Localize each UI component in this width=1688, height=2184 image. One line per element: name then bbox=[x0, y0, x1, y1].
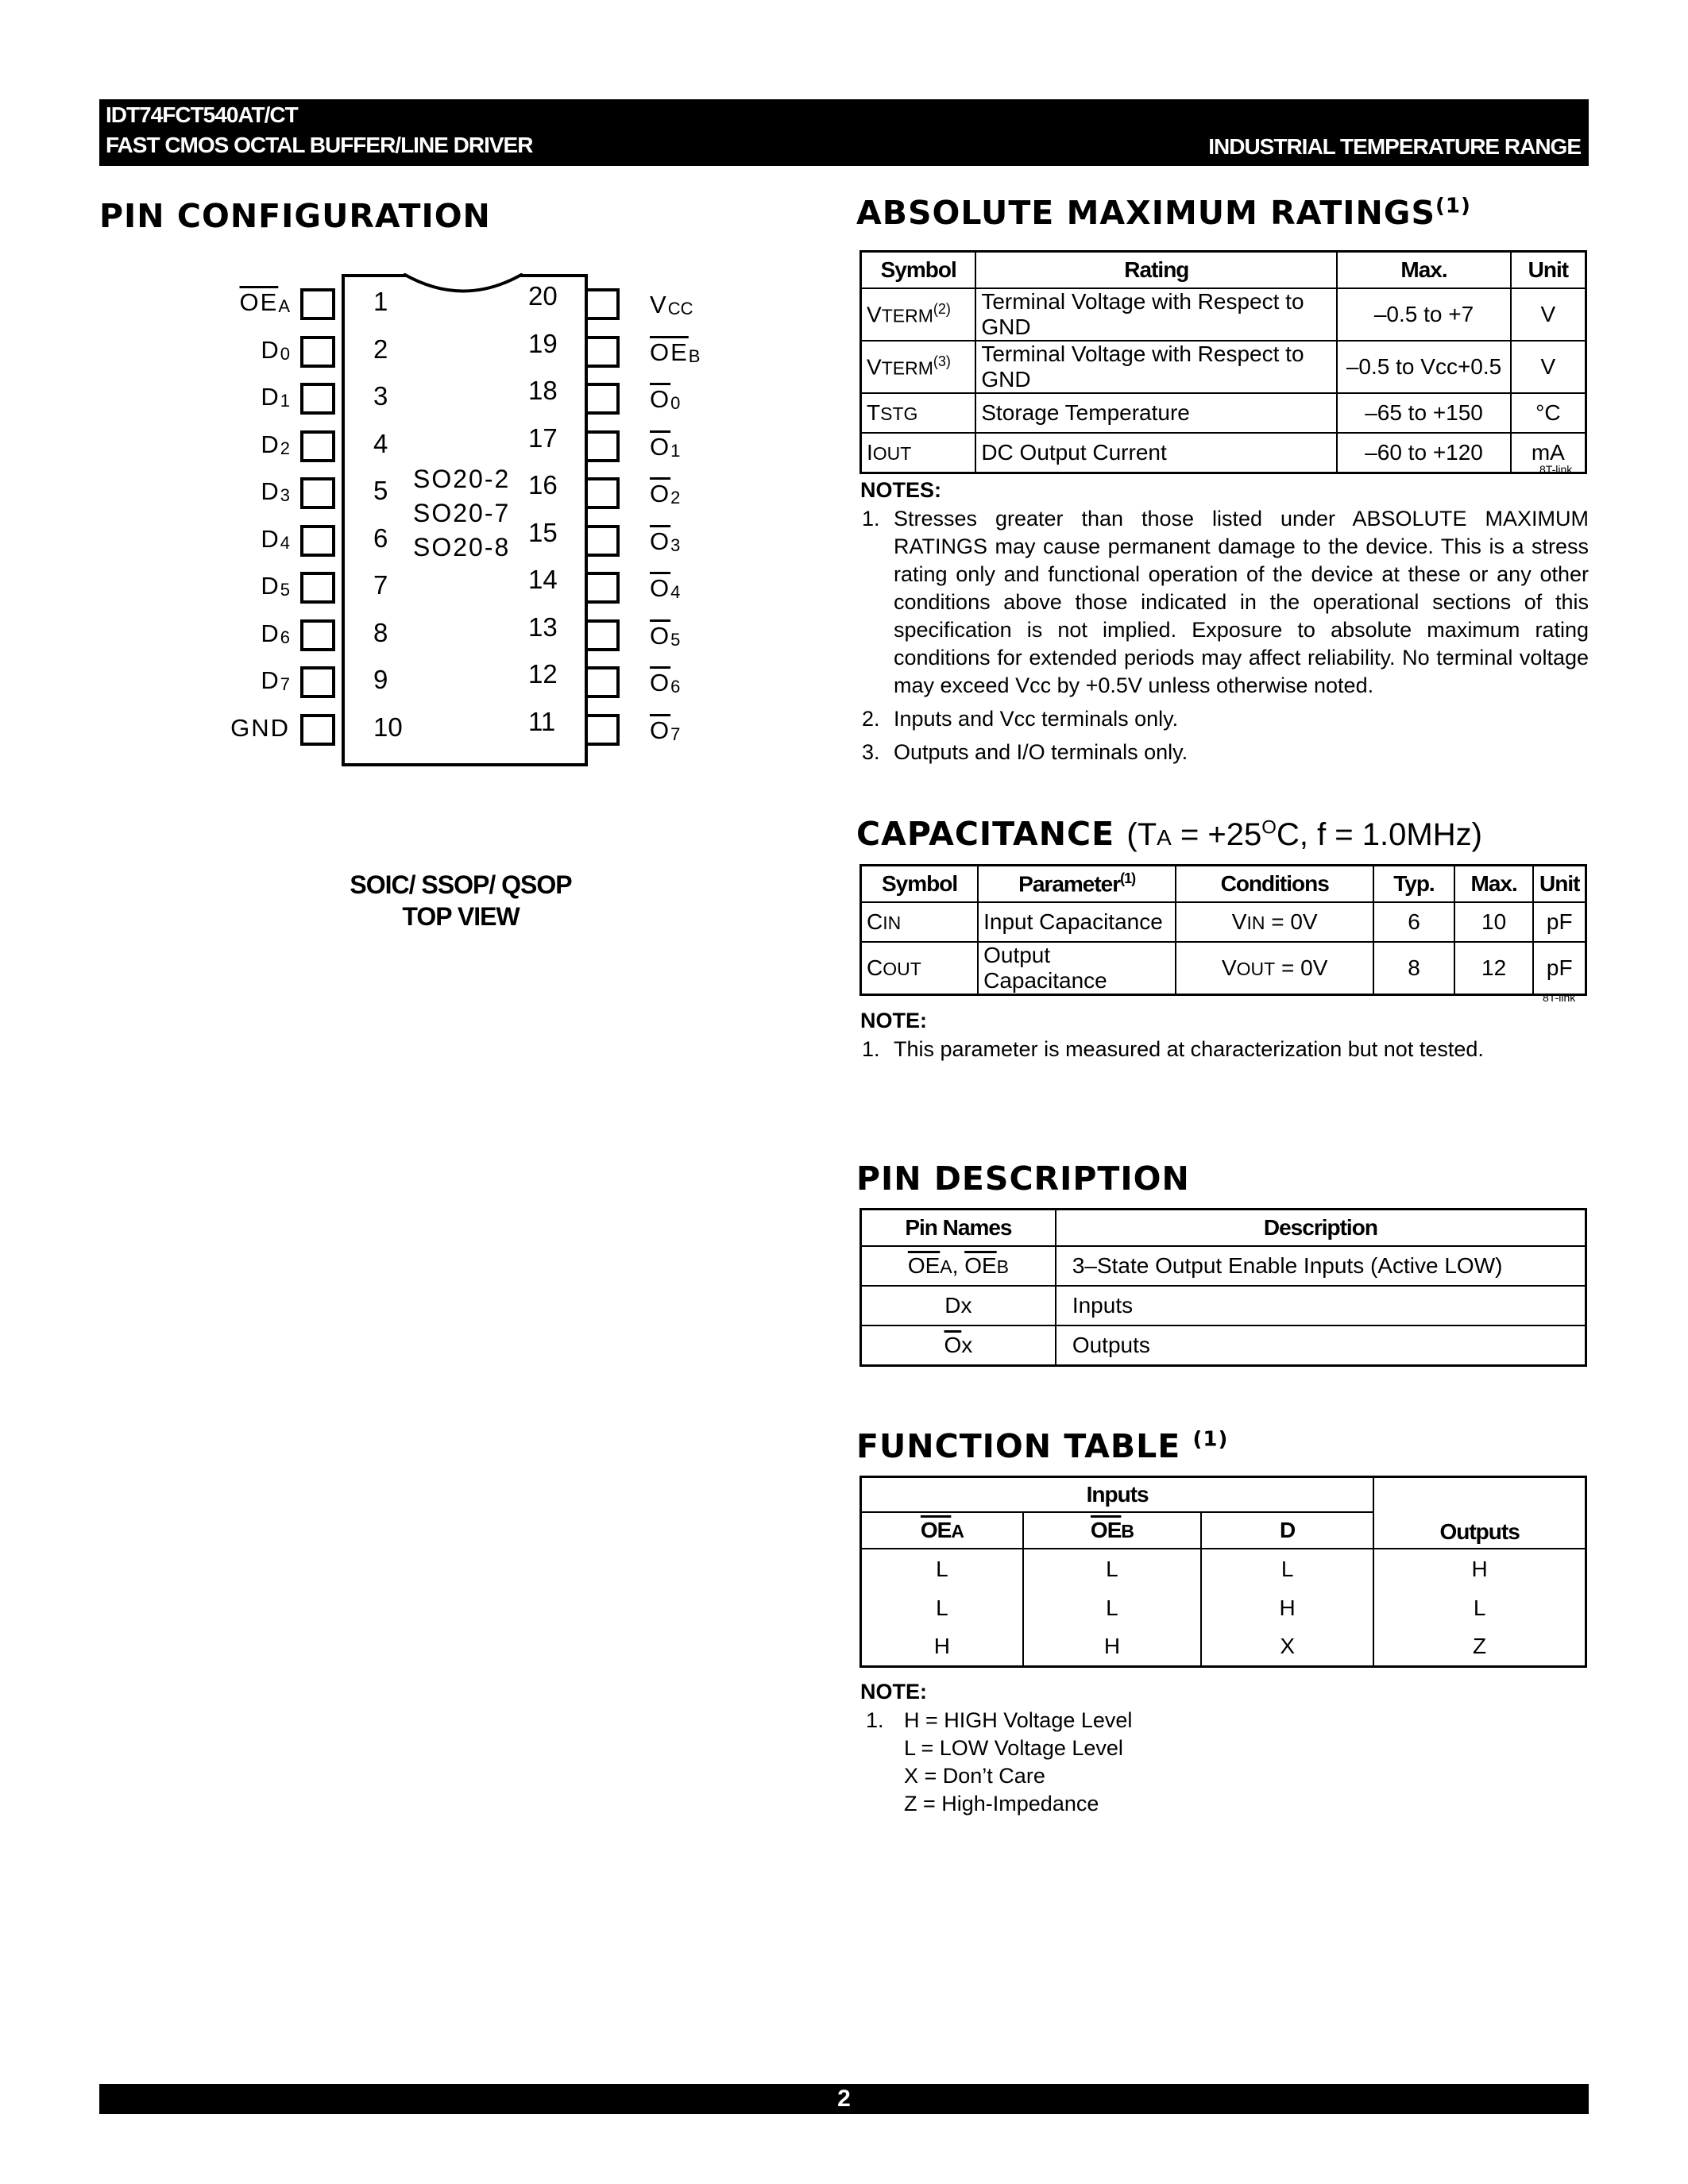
pin-lead bbox=[300, 430, 335, 462]
note-item: Z = High-Impedance bbox=[904, 1792, 1099, 1815]
pin-label: $D_5$ bbox=[261, 572, 290, 600]
col-header: Description bbox=[1056, 1210, 1586, 1247]
typ-cell: 8 bbox=[1373, 942, 1454, 995]
typ-cell: 6 bbox=[1373, 902, 1454, 942]
temperature-range: INDUSTRIAL TEMPERATURE RANGE bbox=[1208, 134, 1581, 159]
pin-number: 6 bbox=[373, 523, 388, 553]
pin-number: 14 bbox=[528, 565, 558, 594]
max-cell: 10 bbox=[1454, 902, 1534, 942]
package-label: SO20-7 bbox=[413, 499, 511, 527]
outputs-header: Outputs bbox=[1373, 1477, 1586, 1549]
pin-description-table bbox=[859, 1208, 1587, 1367]
pin-lead bbox=[585, 714, 620, 746]
pin-lead bbox=[585, 619, 620, 651]
pin-lead bbox=[585, 288, 620, 320]
max-cell: –60 to +120 bbox=[1337, 433, 1510, 473]
max-cell: 12 bbox=[1454, 942, 1534, 995]
table-row bbox=[861, 902, 1586, 942]
table-row bbox=[861, 1286, 1586, 1325]
table-row bbox=[861, 433, 1586, 473]
parameter-cell: Input Capacitance bbox=[978, 902, 1176, 942]
function-table bbox=[859, 1476, 1587, 1668]
oea-cell: L bbox=[861, 1549, 1023, 1589]
max-cell: –65 to +150 bbox=[1337, 393, 1510, 433]
col-header: Symbol bbox=[861, 866, 979, 903]
view-caption-package: SOIC/ SSOP/ QSOP bbox=[350, 870, 572, 899]
col-header: Unit bbox=[1511, 252, 1586, 289]
unit-cell: V bbox=[1511, 341, 1586, 393]
unit-cell: pF bbox=[1533, 942, 1586, 995]
pin-lead bbox=[300, 288, 335, 320]
table-header-row bbox=[861, 866, 1586, 903]
pin-number: 15 bbox=[528, 517, 558, 547]
symbol-cell: TSTG bbox=[861, 393, 976, 433]
note-item: L = LOW Voltage Level bbox=[904, 1736, 1123, 1760]
note-item: 1. Stresses greater than those listed under ABSOLUTE MAXIMUM RATINGS may cause permanent damage to the device. This is a stress rating only and functional operation of the device at these or any other conditions above those indicated in the operational sections of this specification is not implied. Exposure to absolute maximum rating conditions for extended periods may affect reliability. No terminal voltage may exceed Vcc by +0.5V unless otherwise noted. bbox=[862, 507, 1589, 697]
pin-lead bbox=[585, 477, 620, 509]
d-cell: H bbox=[1201, 1589, 1373, 1627]
pin-lead bbox=[300, 383, 335, 415]
pin-lead bbox=[585, 336, 620, 368]
pin-number: 2 bbox=[373, 334, 388, 364]
pin-label: $\overline{OE}_B$ bbox=[650, 338, 701, 366]
capacitance-title: CAPACITANCE ($TA = +25^OC$, f = 1.0MHz) bbox=[856, 815, 1482, 853]
col-header: Unit bbox=[1533, 866, 1586, 903]
table-header-row bbox=[861, 1210, 1586, 1247]
pin-number: 3 bbox=[373, 381, 388, 411]
symbol-cell: CIN bbox=[861, 902, 979, 942]
pin-lead bbox=[300, 572, 335, 604]
pin-number: 5 bbox=[373, 476, 388, 505]
pin-number: 1 bbox=[373, 287, 388, 316]
parameter-cell: Output Capacitance bbox=[978, 942, 1176, 995]
notes-heading: NOTES: bbox=[860, 478, 942, 502]
col-header: Parameter$^{(1)}$ bbox=[978, 866, 1176, 903]
table-row bbox=[861, 1589, 1586, 1627]
pin-name-cell: $\overline{O}x$ bbox=[861, 1325, 1056, 1366]
conditions-cell: VOUT = 0V bbox=[1176, 942, 1373, 995]
view-caption-top: TOP VIEW bbox=[402, 902, 520, 931]
symbol-cell: VTERM$^{(3)}$ bbox=[861, 341, 976, 393]
unit-cell: mA bbox=[1511, 433, 1586, 473]
pin-number: 19 bbox=[528, 328, 558, 358]
oeb-cell: H bbox=[1023, 1627, 1201, 1667]
pin-label: $\overline{O}_4$ bbox=[650, 574, 681, 602]
pin-label: $D_7$ bbox=[261, 666, 290, 694]
pin-lead bbox=[300, 666, 335, 698]
table-row bbox=[861, 1549, 1586, 1589]
pin-lead bbox=[585, 383, 620, 415]
ic-notch bbox=[404, 272, 523, 296]
pin-label: $D_4$ bbox=[261, 524, 290, 553]
col-header: Max. bbox=[1454, 866, 1534, 903]
function-table-title: FUNCTION TABLE $^{(1)}$ bbox=[856, 1427, 1229, 1465]
pin-label: $D_0$ bbox=[261, 335, 290, 364]
table-row bbox=[861, 341, 1586, 393]
pin-label: $\overline{O}_6$ bbox=[650, 669, 681, 696]
pin-lead bbox=[300, 619, 335, 651]
unit-cell: pF bbox=[1533, 902, 1586, 942]
d-cell: L bbox=[1201, 1549, 1373, 1589]
pin-label: $\overline{O}_3$ bbox=[650, 527, 681, 555]
rating-cell: Storage Temperature bbox=[975, 393, 1337, 433]
pin-label: $D_6$ bbox=[261, 619, 290, 647]
pin-number: 16 bbox=[528, 470, 558, 500]
pin-label: $D_1$ bbox=[261, 383, 290, 411]
col-header-oea: $\overline{OE}A$ bbox=[861, 1512, 1023, 1549]
pin-label: $\overline{O}_7$ bbox=[650, 716, 681, 744]
table-row bbox=[861, 1627, 1586, 1667]
pin-number: 18 bbox=[528, 376, 558, 405]
package-label: SO20-8 bbox=[413, 533, 511, 561]
description-cell: Outputs bbox=[1056, 1325, 1586, 1366]
rating-cell: DC Output Current bbox=[975, 433, 1337, 473]
pin-name-cell: Dx bbox=[861, 1286, 1056, 1325]
col-header: Symbol bbox=[861, 252, 976, 289]
pin-number: 12 bbox=[528, 659, 558, 689]
pin-lead bbox=[300, 336, 335, 368]
pin-lead bbox=[300, 477, 335, 509]
pin-lead bbox=[300, 525, 335, 557]
abs-max-table bbox=[859, 250, 1587, 474]
table-row bbox=[861, 942, 1586, 995]
conditions-cell: VIN = 0V bbox=[1176, 902, 1373, 942]
pin-number: 13 bbox=[528, 612, 558, 642]
oeb-cell: L bbox=[1023, 1589, 1201, 1627]
pin-lead bbox=[585, 525, 620, 557]
page-header bbox=[99, 99, 1589, 166]
note-item: H = HIGH Voltage Level bbox=[904, 1708, 1133, 1732]
unit-cell: V bbox=[1511, 288, 1586, 341]
oeb-cell: L bbox=[1023, 1549, 1201, 1589]
table-header-row bbox=[861, 252, 1586, 289]
abs-max-title: ABSOLUTE MAXIMUM RATINGS$^{(1)}$ bbox=[856, 194, 1471, 232]
max-cell: –0.5 to +7 bbox=[1337, 288, 1510, 341]
table-row bbox=[861, 393, 1586, 433]
pin-number: 17 bbox=[528, 423, 558, 453]
col-header: Conditions bbox=[1176, 866, 1373, 903]
table-header-row bbox=[861, 1477, 1586, 1513]
pin-label: $\overline{O}_1$ bbox=[650, 432, 681, 461]
col-header: Pin Names bbox=[861, 1210, 1056, 1247]
note-item: 1. This parameter is measured at characterization but not tested. bbox=[862, 1037, 1484, 1061]
symbol-cell: IOUT bbox=[861, 433, 976, 473]
pin-lead bbox=[585, 666, 620, 698]
symbol-cell: COUT bbox=[861, 942, 979, 995]
note-item: 2. Inputs and Vcc terminals only. bbox=[862, 707, 1179, 731]
pin-lead bbox=[300, 714, 335, 746]
inputs-header: Inputs bbox=[861, 1477, 1374, 1513]
pin-label: $\overline{O}_0$ bbox=[650, 385, 681, 413]
part-description: FAST CMOS OCTAL BUFFER/LINE DRIVER bbox=[106, 133, 533, 157]
symbol-cell: VTERM$^{(2)}$ bbox=[861, 288, 976, 341]
col-header-d: D bbox=[1201, 1512, 1373, 1549]
pin-label: $\overline{O}_5$ bbox=[650, 621, 681, 650]
d-cell: X bbox=[1201, 1627, 1373, 1667]
table-row bbox=[861, 1325, 1586, 1366]
pin-number: 10 bbox=[373, 712, 403, 742]
page-number: 2 bbox=[837, 2086, 851, 2112]
oea-cell: L bbox=[861, 1589, 1023, 1627]
unit-cell: °C bbox=[1511, 393, 1586, 433]
pin-lead bbox=[585, 430, 620, 462]
part-number: IDT74FCT540AT/CT bbox=[106, 102, 298, 127]
note-heading: NOTE: bbox=[860, 1009, 927, 1032]
pin-label: $D_2$ bbox=[261, 430, 290, 458]
pin-number: 8 bbox=[373, 617, 388, 647]
pin-lead bbox=[585, 572, 620, 604]
link-id: 8T-link bbox=[1543, 991, 1576, 1004]
package-label: SO20-2 bbox=[413, 465, 511, 493]
rating-cell: Terminal Voltage with Respect to GND bbox=[975, 341, 1337, 393]
output-cell: L bbox=[1373, 1589, 1586, 1627]
capacitance-table bbox=[859, 864, 1587, 996]
pin-number: 20 bbox=[528, 281, 558, 311]
link-id: 8T-link bbox=[1539, 463, 1573, 476]
rating-cell: Terminal Voltage with Respect to GND bbox=[975, 288, 1337, 341]
pin-label: $\overline{OE}_A$ bbox=[239, 288, 290, 316]
output-cell: H bbox=[1373, 1549, 1586, 1589]
pin-name-cell: $\overline{OE}A$, $\overline{OE}B$ bbox=[861, 1246, 1056, 1286]
table-row bbox=[861, 288, 1586, 341]
note-item: 3. Outputs and I/O terminals only. bbox=[862, 740, 1188, 764]
col-header: Rating bbox=[975, 252, 1337, 289]
col-header: Max. bbox=[1337, 252, 1510, 289]
pin-label: $V_{CC}$ bbox=[650, 291, 693, 318]
description-cell: 3–State Output Enable Inputs (Active LOW) bbox=[1056, 1246, 1586, 1286]
table-row bbox=[861, 1246, 1586, 1286]
note-item: X = Don’t Care bbox=[904, 1764, 1045, 1788]
pin-label: GND bbox=[230, 713, 290, 742]
max-cell: –0.5 to Vcc+0.5 bbox=[1337, 341, 1510, 393]
pin-label: $\overline{O}_2$ bbox=[650, 480, 681, 507]
pin-label: $D_3$ bbox=[261, 477, 290, 505]
page-footer bbox=[99, 2084, 1589, 2114]
pin-number: 7 bbox=[373, 570, 388, 600]
pin-description-title: PIN DESCRIPTION bbox=[856, 1160, 1190, 1198]
col-header-oeb: $\overline{OE}B$ bbox=[1023, 1512, 1201, 1549]
pin-number: 9 bbox=[373, 665, 388, 694]
description-cell: Inputs bbox=[1056, 1286, 1586, 1325]
pin-number: 11 bbox=[528, 706, 556, 736]
pin-config-title: PIN CONFIGURATION bbox=[99, 197, 491, 235]
oea-cell: H bbox=[861, 1627, 1023, 1667]
col-header: Typ. bbox=[1373, 866, 1454, 903]
output-cell: Z bbox=[1373, 1627, 1586, 1667]
note-number: 1. bbox=[866, 1708, 884, 1732]
pin-number: 4 bbox=[373, 428, 388, 458]
note-heading: NOTE: bbox=[860, 1680, 927, 1704]
